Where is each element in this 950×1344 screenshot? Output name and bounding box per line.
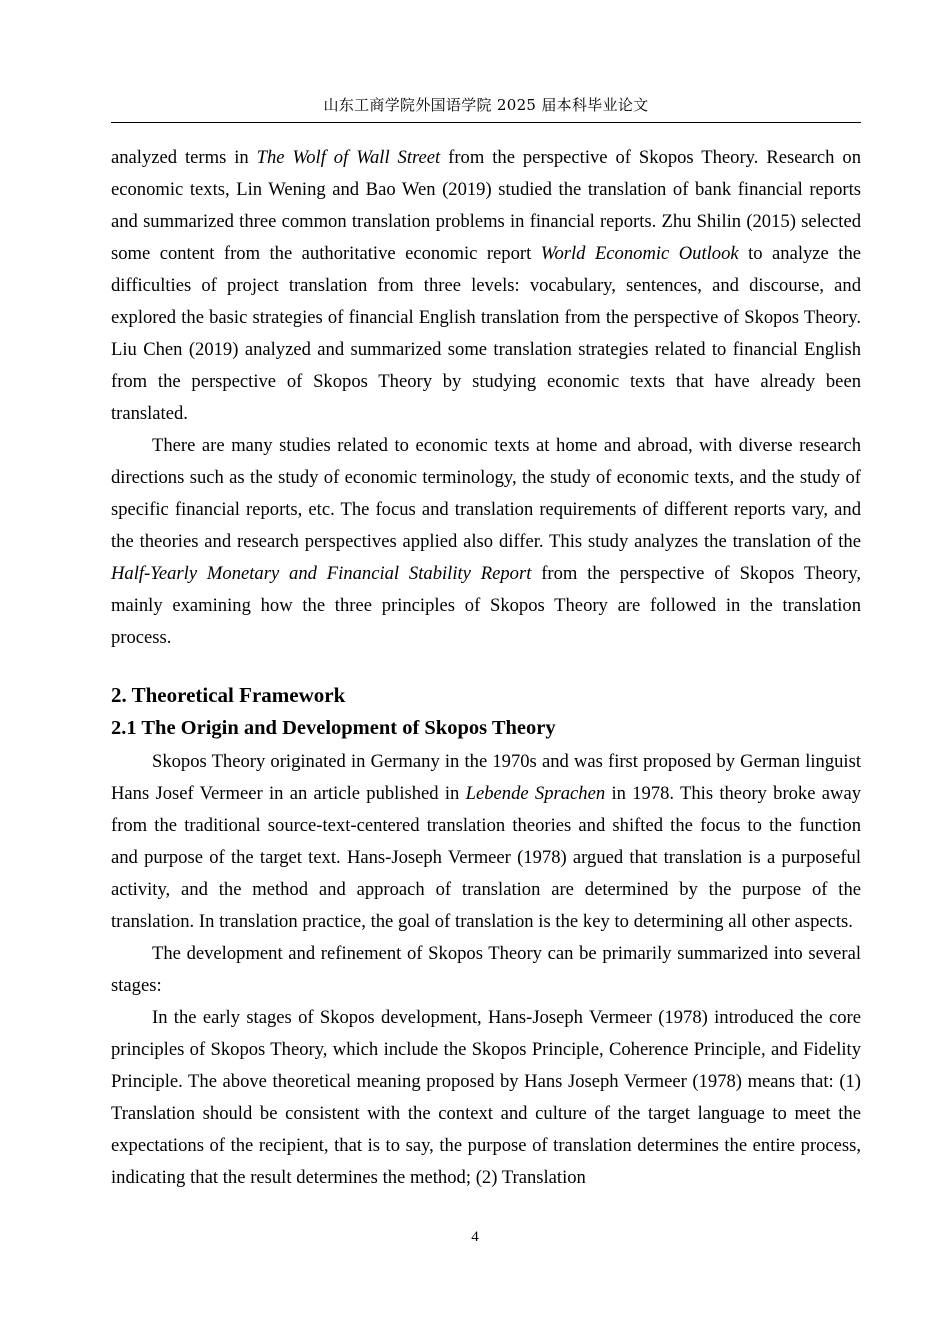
par2-run1: There are many studies related to economic texts at home and abroad, with diverse research directions such as the study of economic terminology, the study of economic texts, and the study of specific financial reports, etc. The focus and translation requirements of different reports vary, and the theories and research perspectives applied also differ. This study analyzes the translation of the: [111, 435, 861, 552]
par1-run2: from the perspective of Skopos Theory. Research on economic texts, Lin Wening and Bao Wen (2019) studied the translation of bank financial reports and summarized three common translation problems in financial reports. Zhu Shilin (2015) selected some content from the authoritative economic report: [111, 147, 861, 264]
running-header-text: 山东工商学院外国语学院 2025 届本科毕业论文: [323, 96, 649, 114]
book-title-wolf-of-wall-street: The Wolf of Wall Street: [256, 147, 441, 168]
heading-theoretical-framework: 2. Theoretical Framework: [111, 683, 346, 707]
header-divider-rule: [111, 122, 861, 123]
paragraph-continued-literature-review: [111, 142, 861, 430]
paragraph-early-stages-principles: In the early stages of Skopos development, Hans-Joseph Vermeer (1978) introduced the core principles of Skopos Theory, which include the Skopos Principle, Coherence Principle, and Fidelity Principle. The above theoretical meaning proposed by Hans Joseph Vermeer (1978) means that: (1) Translation should be consistent with the context and culture of the target language to meet the expectations of the recipient, that is to say, the purpose of translation determines the entire process, indicating that the result determines the method; (2) Translation: [111, 1007, 861, 1188]
spacer-before-heading: [111, 654, 861, 679]
journal-title-lebende-sprachen: Lebende Sprachen: [465, 783, 606, 804]
report-title-world-economic-outlook: World Economic Outlook: [540, 243, 739, 264]
paragraph-development-stages-intro: The development and refinement of Skopos Theory can be primarily summarized into several stages:: [111, 943, 861, 996]
running-header: [111, 95, 861, 115]
par3-run2: in 1978. This theory broke away from the traditional source-text-centered translation theories and shifted the focus to the function and purpose of the target text. Hans-Joseph Vermeer (1978) argued that translation is a purposeful activity, and the method and approach of translation are determined by the purpose of the translation. In translation practice, the goal of translation is the key to determining all other aspects.: [111, 783, 862, 932]
paragraph-skopos-origin: [111, 746, 861, 938]
heading-origin-and-development-of-skopos-theory: 2.1 The Origin and Development of Skopos Theory: [111, 717, 556, 739]
paragraph-research-overview: [111, 430, 861, 654]
par1-run3: to analyze the difficulties of project translation from three levels: vocabulary, sentences, and discourse, and explored the basic strategies of financial English translation from the perspective of Skopos Theory. Liu Chen (2019) analyzed and summarized some translation strategies related to financial English from the perspective of Skopos Theory by studying economic texts that have already been translated.: [111, 243, 861, 424]
par3-run1: Skopos Theory originated in Germany in the 1970s and was first proposed by German linguist Hans Josef Vermeer in an article published in: [111, 751, 861, 804]
page-number-footer: 4: [471, 1229, 479, 1245]
report-title-half-yearly-monetary: Half-Yearly Monetary and Financial Stability Report: [111, 563, 532, 584]
par1-run1: analyzed terms in: [111, 147, 257, 168]
document-body: [111, 142, 861, 1194]
par2-run2: from the perspective of Skopos Theory, mainly examining how the three principles of Skopos Theory are followed in the translation process.: [111, 563, 861, 648]
